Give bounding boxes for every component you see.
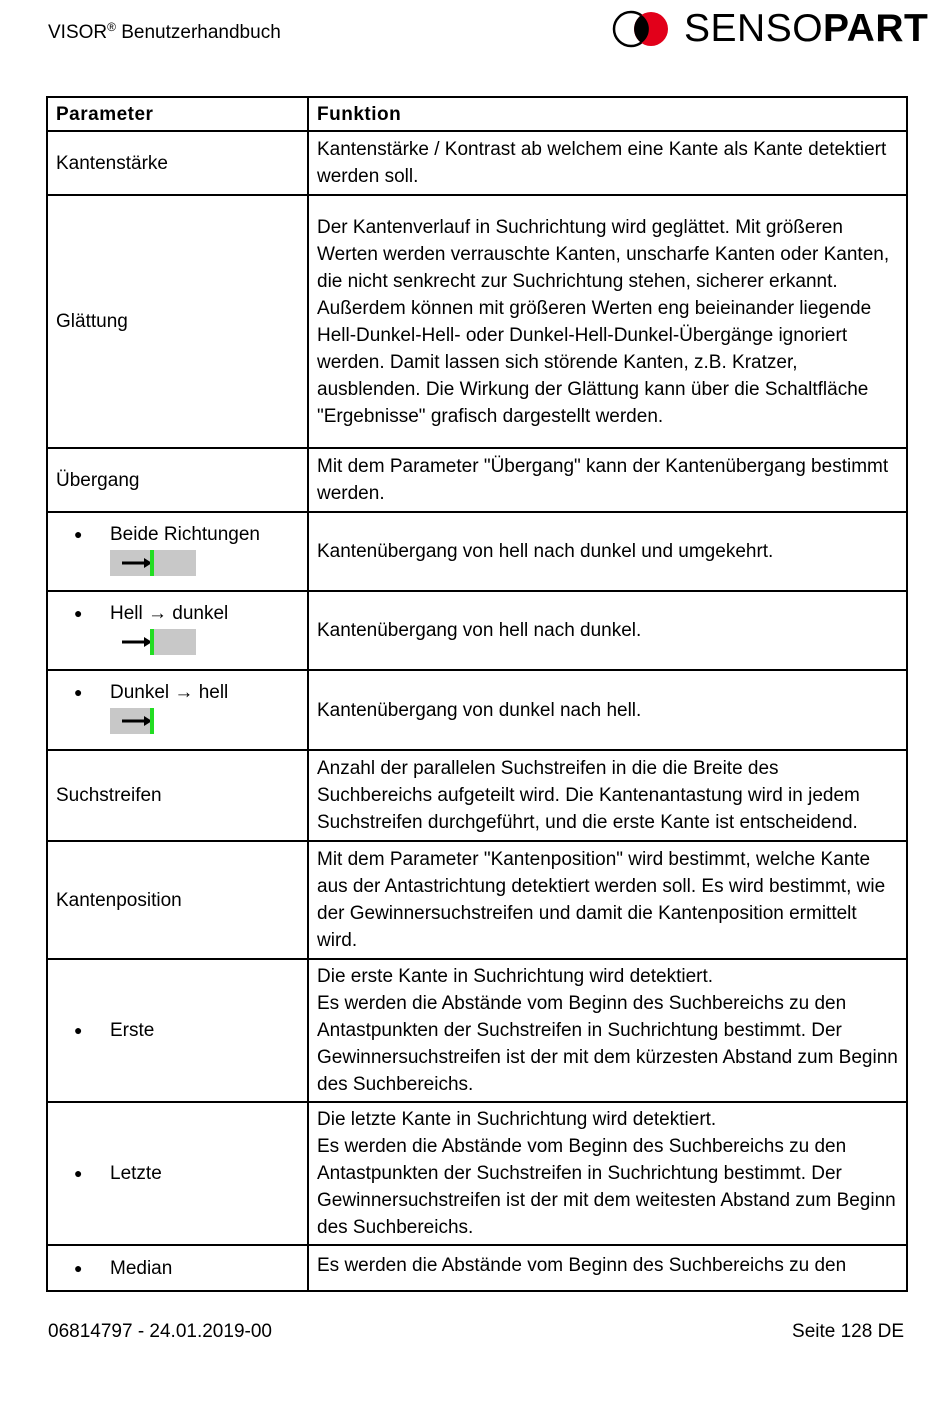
function-line: Die erste Kante in Suchrichtung wird detektiert. — [317, 966, 714, 987]
both-directions-icon — [110, 550, 200, 576]
bullet-label: Hell → dunkel — [110, 603, 229, 624]
function-cell: Kantenübergang von hell nach dunkel und umgekehrt. — [308, 512, 907, 591]
function-cell: Anzahl der parallelen Suchstreifen in die die Breite des Suchbereichs aufgeteilt wird. Die Kantenantastung wird in jedem Suchstreifen durchgeführt, und die erste Kante ist entscheidend. — [308, 750, 907, 841]
bullet-icon: ● — [74, 605, 83, 621]
bullet-label: Letzte — [110, 1163, 162, 1184]
parameter-table — [46, 96, 908, 1292]
table-row — [47, 448, 907, 512]
param-cell: Kantenstärke — [47, 131, 308, 195]
function-cell: Der Kantenverlauf in Suchrichtung wird geglättet. Mit größeren Werten werden verrauschte Kanten, unscharfe Kanten oder Kanten, die nicht senkrecht zur Suchrichtung stehen, sicherer erkannt. Außerdem können mit größeren Werten eng beieinander liegende Hell-Dunkel-Hell- oder Dunkel-Hell-Dunkel-Übergänge ignoriert werden. Damit lassen sich störende Kanten, z.B. Kratzer, ausblenden. Die Wirkung der Glättung kann über die Schaltfläche "Ergebnisse" grafisch dargestellt werden. — [308, 195, 907, 448]
table-row — [47, 959, 907, 1102]
function-cell: Kantenübergang von hell nach dunkel. — [308, 591, 907, 670]
table-row — [47, 1245, 907, 1291]
table-row — [47, 131, 907, 195]
sensopart-logo — [612, 7, 929, 50]
table-row — [47, 1102, 907, 1245]
logo-mark-icon — [612, 10, 672, 48]
bullet-label: Erste — [110, 1020, 155, 1041]
dark-to-light-icon — [110, 708, 200, 734]
table-row — [47, 750, 907, 841]
table-row — [47, 512, 907, 591]
table-row — [47, 670, 907, 750]
bullet-label: Median — [110, 1257, 173, 1279]
param-cell — [47, 1245, 308, 1291]
function-line: Es werden die Abstände vom Beginn des Suchbereichs zu den Antastpunkten der Suchstreifen in Suchrichtung bestimmt. Der Gewinnersuchstreifen ist der mit dem weitesten Abstand zum Beginn des Suchbereichs. — [317, 1136, 896, 1238]
function-cell — [308, 959, 907, 1102]
page-number: Seite 128 DE — [792, 1321, 904, 1342]
function-cell: Kantenübergang von dunkel nach hell. — [308, 670, 907, 750]
function-cell: Mit dem Parameter "Übergang" kann der Kantenübergang bestimmt werden. — [308, 448, 907, 512]
title-suffix: Benutzerhandbuch — [115, 22, 281, 43]
logo-wordmark: SENSOPART — [684, 7, 929, 50]
table-row — [47, 195, 907, 448]
param-cell — [47, 959, 308, 1102]
param-cell: Kantenposition — [47, 841, 308, 959]
param-cell: Übergang — [47, 448, 308, 512]
document-id: 06814797 - 24.01.2019-00 — [48, 1321, 272, 1342]
table-row — [47, 591, 907, 670]
column-header-funktion: Funktion — [308, 97, 907, 131]
bullet-icon: ● — [74, 684, 83, 700]
function-cell: Es werden die Abstände vom Beginn des Suchbereichs zu den — [308, 1245, 907, 1291]
light-to-dark-icon — [110, 629, 200, 655]
function-cell — [308, 1102, 907, 1245]
param-cell — [47, 512, 308, 591]
function-line: Es werden die Abstände vom Beginn des Suchbereichs zu den Antastpunkten der Suchstreifen in Suchrichtung bestimmt. Der Gewinnersuchstreifen ist der mit dem kürzesten Abstand zum Beginn des Suchbereichs. — [317, 993, 898, 1095]
param-cell — [47, 591, 308, 670]
param-cell — [47, 670, 308, 750]
param-cell: Suchstreifen — [47, 750, 308, 841]
column-header-parameter: Parameter — [47, 97, 308, 131]
bullet-icon: ● — [74, 1165, 83, 1181]
param-cell — [47, 1102, 308, 1245]
title-product: VISOR — [48, 22, 108, 43]
registered-mark: ® — [107, 20, 116, 34]
table-row — [47, 841, 907, 959]
function-cell: Kantenstärke / Kontrast ab welchem eine Kante als Kante detektiert werden soll. — [308, 131, 907, 195]
table-header-row — [47, 97, 907, 131]
bullet-label: Beide Richtungen — [110, 524, 260, 545]
param-cell: Glättung — [47, 195, 308, 448]
function-cell: Mit dem Parameter "Kantenposition" wird bestimmt, welche Kante aus der Antastrichtung detektiert werden soll. Es wird bestimmt, wie der Gewinnersuchstreifen und damit die Kantenposition ermittelt wird. — [308, 841, 907, 959]
bullet-icon: ● — [74, 1022, 83, 1038]
bullet-icon: ● — [74, 1259, 83, 1276]
document-title — [48, 15, 281, 45]
function-line: Die letzte Kante in Suchrichtung wird detektiert. — [317, 1109, 717, 1130]
bullet-icon: ● — [74, 526, 83, 542]
bullet-label: Dunkel → hell — [110, 682, 229, 703]
